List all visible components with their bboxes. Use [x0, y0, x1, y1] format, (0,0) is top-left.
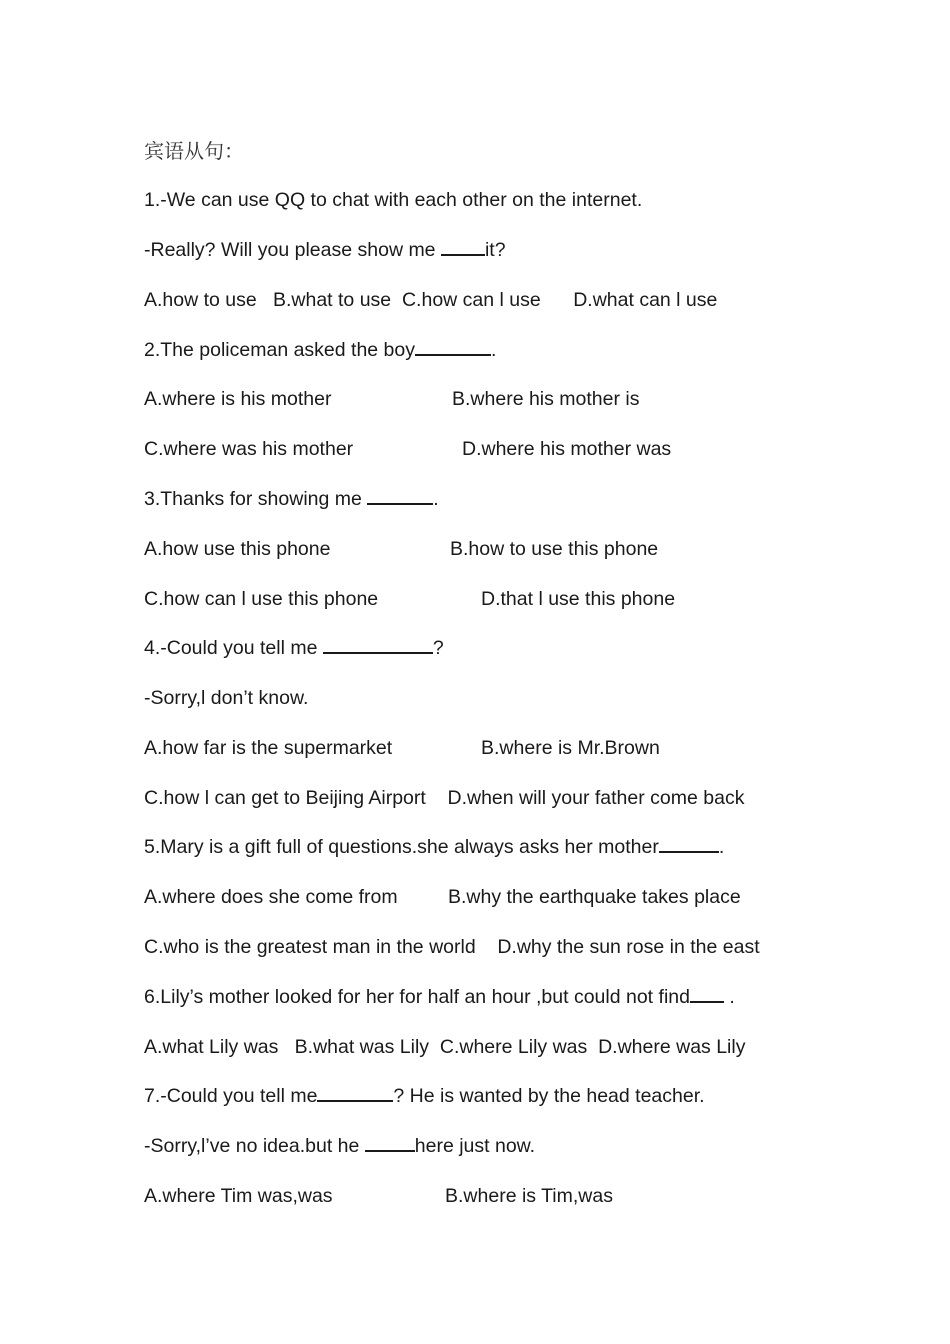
- answer-blank: [415, 338, 491, 356]
- question-2-post: .: [491, 339, 497, 361]
- answer-blank: [659, 835, 719, 853]
- question-4-options-cd: C.how l can get to Beijing Airport D.when will your father come back: [144, 787, 745, 809]
- question-1-text: 1.-We can use QQ to chat with each other on the internet.: [144, 189, 643, 211]
- question-3-option-a: A.how use this phone: [144, 538, 331, 560]
- answer-blank: [323, 636, 433, 654]
- question-5-options-cd: C.who is the greatest man in the world D.why the sun rose in the east: [144, 936, 760, 958]
- question-2-option-d: D.where his mother was: [462, 438, 672, 460]
- answer-blank: [367, 487, 433, 505]
- question-3-option-c: C.how can l use this phone: [144, 588, 379, 610]
- question-5-pre: 5.Mary is a gift full of questions.she always asks her mother: [144, 836, 659, 858]
- question-3-text: [144, 486, 439, 512]
- question-2-pre: 2.The policeman asked the boy: [144, 339, 416, 361]
- question-2-text: [144, 337, 496, 363]
- question-3-post: .: [433, 488, 439, 510]
- answer-blank: [441, 238, 485, 256]
- question-1-options: A.how to use B.what to use C.how can l use D.what can l use: [144, 289, 718, 311]
- question-6-post: .: [723, 986, 735, 1008]
- question-7-pre: 7.-Could you tell me: [144, 1085, 318, 1107]
- answer-blank: [365, 1134, 415, 1152]
- question-6-text: [144, 984, 735, 1010]
- question-7-option-b: B.where is Tim,was: [445, 1185, 613, 1207]
- answer-blank: [690, 985, 724, 1003]
- question-7-option-a: A.where Tim was,was: [144, 1185, 333, 1207]
- question-5-text: [144, 834, 724, 860]
- question-7-reply-post: here just now.: [414, 1135, 536, 1157]
- question-6-options: A.what Lily was B.what was Lily C.where Lily was D.where was Lily: [144, 1036, 746, 1058]
- question-1-reply-post: it?: [484, 239, 506, 261]
- question-4-option-a: A.how far is the supermarket: [144, 737, 393, 759]
- question-4-text: [144, 635, 444, 661]
- question-7-reply-pre: -Sorry,l’ve no idea.but he: [144, 1135, 365, 1157]
- question-6-pre: 6.Lily’s mother looked for her for half an hour ,but could not find: [144, 986, 690, 1008]
- question-3-pre: 3.Thanks for showing me: [144, 488, 368, 510]
- question-1-reply-pre: -Really? Will you please show me: [144, 239, 441, 261]
- question-2-option-a: A.where is his mother: [144, 388, 332, 410]
- question-4-reply: -Sorry,l don’t know.: [144, 687, 309, 709]
- question-4-post: ?: [432, 637, 444, 659]
- question-2-option-b: B.where his mother is: [452, 388, 640, 410]
- answer-blank: [317, 1084, 393, 1102]
- question-7-text: [144, 1083, 705, 1109]
- question-3-option-d: D.that l use this phone: [481, 588, 676, 610]
- question-2-option-c: C.where was his mother: [144, 438, 354, 460]
- section-heading: 宾语从句：: [144, 139, 244, 163]
- question-5-option-a: A.where does she come from: [144, 886, 398, 908]
- question-5-post: .: [718, 836, 725, 858]
- question-7-post: ? He is wanted by the head teacher.: [393, 1085, 705, 1107]
- question-1-reply: [144, 237, 506, 263]
- question-4-pre: 4.-Could you tell me: [144, 637, 323, 659]
- question-7-reply: [144, 1133, 535, 1159]
- question-5-option-b: B.why the earthquake takes place: [448, 886, 741, 908]
- question-3-option-b: B.how to use this phone: [450, 538, 659, 560]
- question-4-option-b: B.where is Mr.Brown: [481, 737, 660, 759]
